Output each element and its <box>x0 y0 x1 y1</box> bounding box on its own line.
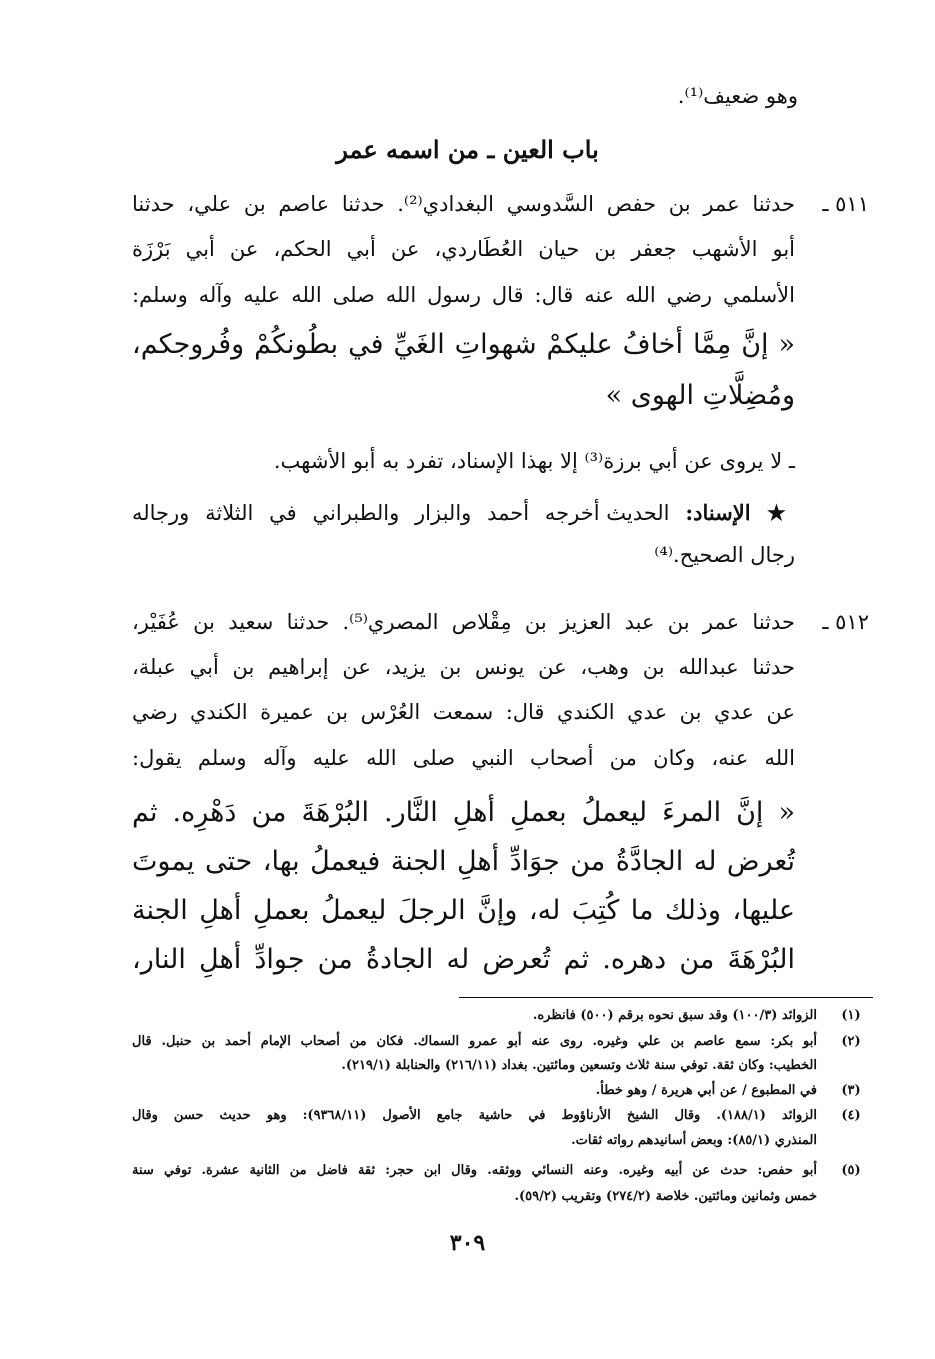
isnad-label: ★ الإسناد: <box>685 500 796 525</box>
hadith-511-isnad <box>132 500 795 526</box>
hadith-512-line-1: حدثنا عمر بن عبد العزيز بن مِقْلاص المصري⁽⁵⁾. حدثنا سعيد بن عُفَيْر، <box>132 610 796 634</box>
footnote-4-line-1: الزوائد (١٨٨/١). وقال الشيخ الأرناؤوط في حاشية جامع الأصول (٩٣٦٨/١١): وهو حديث حسن وقال <box>132 1108 817 1123</box>
hadith-511-number: ٥١١ ـ <box>822 192 869 216</box>
section-title: باب العين ـ من اسمه عمر <box>336 135 599 164</box>
footnote-2-line-2: الخطيب: وكان ثقة. توفي سنة ثلاث وتسعين ومائتين. بغداد (٢١٦/١١) والحنابلة (٢١٩/١). <box>341 1058 817 1073</box>
isnad-text: الحديث أخرجه أحمد والبزار والطبراني في الثلاثة ورجاله <box>132 501 670 525</box>
footnote-4-line-2: المنذري (٨٥/١): وبعض أسانيدهم رواته ثقات. <box>571 1133 817 1148</box>
continuation-line: وهو ضعيف⁽¹⁾. <box>677 84 798 108</box>
footnote-1-number: (١) <box>841 1008 861 1023</box>
hadith-511-quote-line-1: « إنَّ مِمَّا أخافُ عليكمْ شهواتِ الغَيِّ في بطُونكُمْ وفُروجكم، <box>132 329 795 360</box>
hadith-511-isnad-line-2: رجال الصحيح.⁽⁴⁾ <box>654 543 795 567</box>
hadith-511-note: ـ لا يروى عن أبي برزة⁽³⁾ إلا بهذا الإسناد، تفرد به أبو الأشهب. <box>273 449 795 473</box>
hadith-512-quote-line-2: تُعرض له الجادَّةُ من جوَادِّ أهلِ الجنة فيعملُ بها، حتى يموتَ <box>132 846 795 877</box>
footnote-5-line-2: خمس وثمانين ومائتين. خلاصة (٢٧٤/٢) وتقريب (٥٩/٢). <box>514 1189 817 1204</box>
hadith-512-quote-line-4: البُرْهَةَ من دهره. ثم تُعرض له الجادةُ من جوادِّ أهلِ النار، <box>132 944 795 975</box>
footnote-1-line-1: الزوائد (١٠٠/٣) وقد سبق نحوه برقم (٥٠٠) فانظره. <box>532 1008 817 1023</box>
footnote-4-number: (٤) <box>841 1108 861 1123</box>
page-number: ٣٠٩ <box>449 1230 486 1256</box>
footnote-2-line-1: أبو بكر: سمع عاصم بن علي وغيره. روى عنه أبو عمرو السماك. فكان من أصحاب الإمام أحمد بن حنبل. قال <box>132 1034 817 1049</box>
footnote-3-line-1: في المطبوع / عن أبي هريرة / وهو خطأ. <box>595 1083 817 1098</box>
footnote-separator <box>459 997 873 998</box>
footnote-5-number: (٥) <box>841 1163 861 1178</box>
hadith-512-line-3: عن عدي بن عدي الكندي قال: سمعت العُرْس بن عميرة الكندي رضي <box>132 700 795 724</box>
hadith-512-quote-line-3: عليها، وذلك ما كُتِبَ له، وإنَّ الرجلَ ليعملُ بعملِ أهلِ الجنة <box>132 895 795 926</box>
hadith-511-line-3: الأسلمي رضي الله عنه قال: قال رسول الله صلى الله عليه وآله وسلم: <box>132 283 795 307</box>
footnote-2-number: (٢) <box>841 1034 861 1049</box>
hadith-511-line-1: حدثنا عمر بن حفص السَّدوسي البغدادي⁽²⁾. حدثنا عاصم بن علي، حدثنا <box>132 192 795 216</box>
footnote-5-line-1: أبو حفص: حدث عن أبيه وغيره. وعنه النسائي ووثقه. وقال ابن حجر: ثقة فاضل من الثانية عشرة. توفي سنة <box>132 1163 817 1178</box>
hadith-511-quote-line-2: ومُضِلَّاتِ الهوى » <box>605 380 795 411</box>
footnote-3-number: (٣) <box>841 1083 861 1098</box>
hadith-511-line-2: أبو الأشهب جعفر بن حيان العُطَاردي، عن أبي الحكم، عن أبي بَرْزَة <box>132 237 795 261</box>
hadith-512-number: ٥١٢ ـ <box>822 610 869 634</box>
hadith-512-line-4: الله عنه، وكان من أصحاب النبي صلى الله عليه وآله وسلم يقول: <box>132 746 795 770</box>
hadith-512-quote-line-1: « إنَّ المرءَ ليعملُ بعملِ أهلِ النَّار. البُرْهَةَ من دَهْرِه. ثم <box>132 797 795 828</box>
hadith-512-line-2: حدثنا عبدالله بن وهب، عن يونس بن يزيد، عن إبراهيم بن أبي عبلة، <box>132 655 795 679</box>
